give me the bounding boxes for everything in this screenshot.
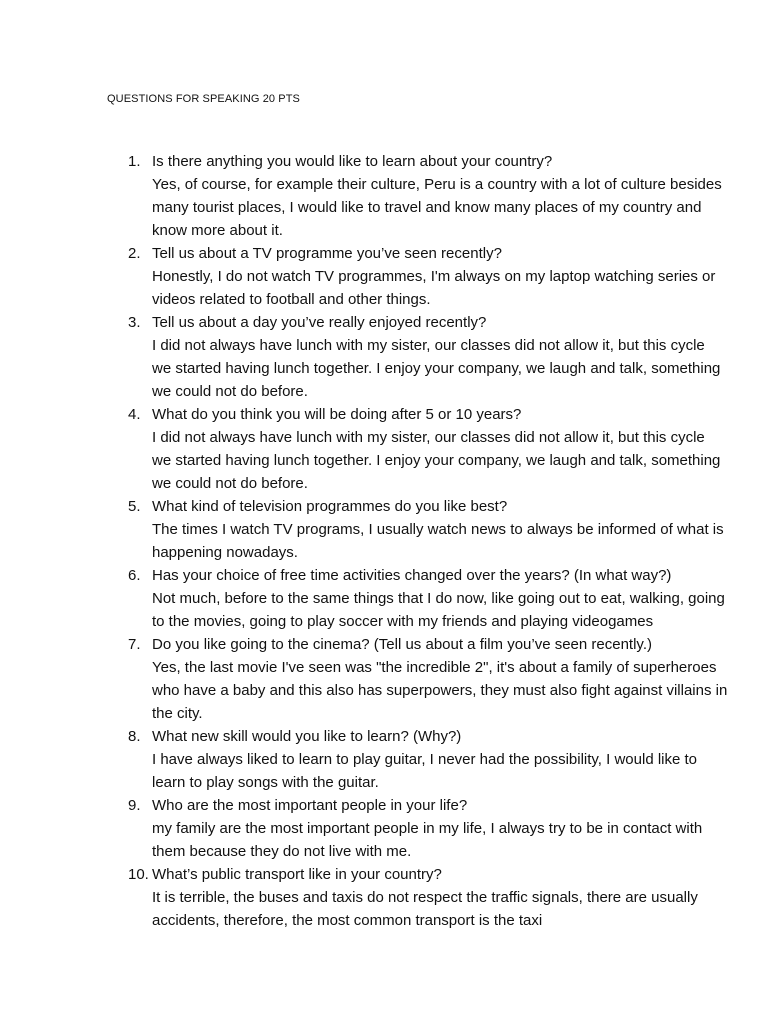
- question-number: 1.: [128, 153, 141, 170]
- question-number: 5.: [128, 498, 141, 515]
- question-text: What’s public transport like in your country?: [152, 866, 442, 883]
- answer-text: Honestly, I do not watch TV programmes, I'm always on my laptop watching series or videos related to football and other things.: [152, 268, 716, 308]
- question-item: [0, 311, 768, 403]
- question-number: 3.: [128, 314, 141, 331]
- document-title: QUESTIONS FOR SPEAKING 20 PTS: [107, 93, 300, 105]
- answer-text: my family are the most important people in my life, I always try to be in contact with them because they do not live with me.: [152, 820, 703, 860]
- answer-text: Yes, of course, for example their culture, Peru is a country with a lot of culture besides many tourist places, I would like to travel and know many places of my country and know more about it.: [152, 176, 722, 239]
- question-text: Do you like going to the cinema? (Tell us about a film you’ve seen recently.): [152, 636, 652, 653]
- question-item: [0, 495, 768, 564]
- question-item: [0, 863, 768, 932]
- question-item: [0, 794, 768, 863]
- answer-text: I did not always have lunch with my sister, our classes did not allow it, but this cycle we started having lunch together. I enjoy your company, we laugh and talk, something we could not do before.: [152, 337, 721, 400]
- question-text: Tell us about a day you’ve really enjoyed recently?: [152, 314, 487, 331]
- question-text: Has your choice of free time activities changed over the years? (In what way?): [152, 567, 672, 584]
- question-item: [0, 725, 768, 794]
- question-text: Tell us about a TV programme you’ve seen recently?: [152, 245, 502, 262]
- question-text: Is there anything you would like to learn about your country?: [152, 153, 553, 170]
- question-item: [0, 150, 768, 242]
- question-item: [0, 242, 768, 311]
- question-item: [0, 564, 768, 633]
- question-item: [0, 633, 768, 725]
- question-text: What new skill would you like to learn? (Why?): [152, 728, 462, 745]
- answer-text: Not much, before to the same things that I do now, like going out to eat, walking, going to the movies, going to play soccer with my friends and playing videogames: [152, 590, 725, 630]
- question-text: Who are the most important people in your life?: [152, 797, 468, 814]
- answer-text: Yes, the last movie I've seen was "the incredible 2", it's about a family of superheroes who have a baby and this also has superpowers, they must also fight against villains in the city.: [152, 659, 728, 722]
- question-number: 9.: [128, 797, 141, 814]
- question-item: [0, 403, 768, 495]
- question-text: What do you think you will be doing after 5 or 10 years?: [152, 406, 522, 423]
- question-number: 10.: [128, 866, 149, 883]
- question-number: 4.: [128, 406, 141, 423]
- question-number: 8.: [128, 728, 141, 745]
- answer-text: The times I watch TV programs, I usually watch news to always be informed of what is happening nowadays.: [152, 521, 724, 561]
- question-number: 6.: [128, 567, 141, 584]
- answer-text: It is terrible, the buses and taxis do not respect the traffic signals, there are usually accidents, therefore, the most common transport is the taxi: [152, 889, 698, 929]
- answer-text: I did not always have lunch with my sister, our classes did not allow it, but this cycle we started having lunch together. I enjoy your company, we laugh and talk, something we could not do before.: [152, 429, 721, 492]
- question-list: [0, 150, 768, 932]
- question-number: 7.: [128, 636, 141, 653]
- answer-text: I have always liked to learn to play guitar, I never had the possibility, I would like to learn to play songs with the guitar.: [152, 751, 698, 791]
- question-text: What kind of television programmes do you like best?: [152, 498, 508, 515]
- question-number: 2.: [128, 245, 141, 262]
